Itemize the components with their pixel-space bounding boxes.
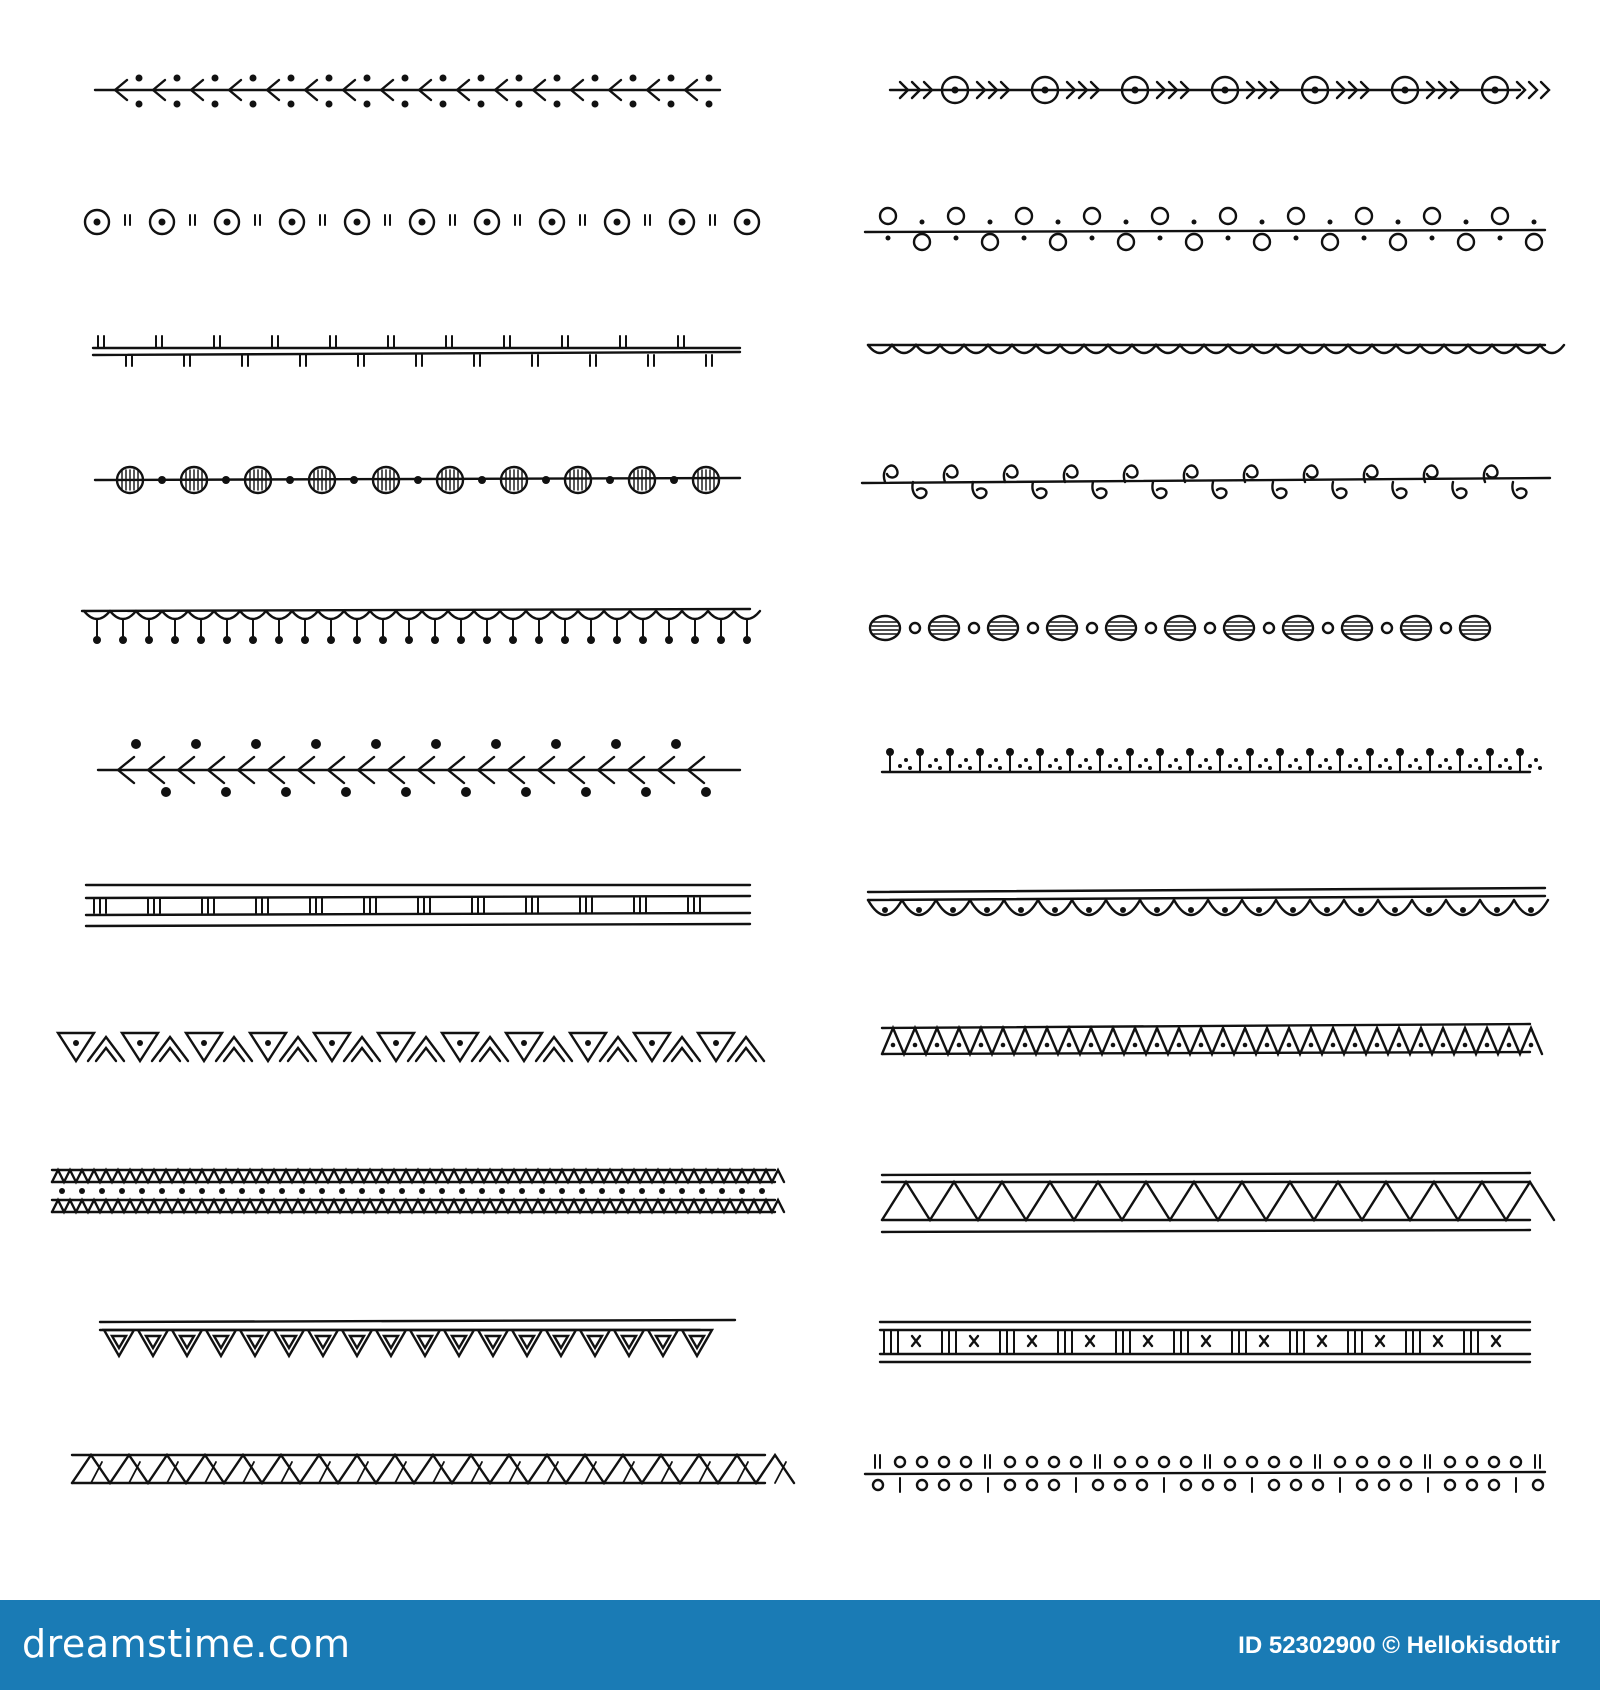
border-bar-cross-band [880, 1322, 1530, 1362]
border-ring-dots [865, 208, 1545, 250]
border-arrow-twig-dots [95, 75, 720, 108]
border-circle-bar-code [865, 1455, 1545, 1492]
border-scallop-dots [868, 888, 1548, 915]
border-rail-ticks [93, 336, 740, 366]
border-hanging-triangles [100, 1320, 735, 1356]
border-triangle-band [72, 1455, 794, 1483]
border-arrows-circles [890, 77, 1549, 103]
border-scallop-drops [82, 609, 760, 644]
brand-logo[interactable]: dreamstime.com [22, 1622, 351, 1666]
border-dot-stitches [882, 748, 1542, 772]
border-double-rail-bars [86, 885, 750, 926]
border-zigzag-dotted-band [52, 1170, 784, 1212]
border-circle-dot-ticks [85, 210, 759, 234]
border-big-triangle-band [882, 1173, 1554, 1232]
border-triangle-dots [58, 1033, 764, 1061]
border-twig-berries [98, 739, 740, 797]
border-striped-beads [95, 467, 740, 493]
border-striped-ovals [870, 616, 1490, 640]
border-small-triangle-band [882, 1024, 1542, 1054]
footer-bar [0, 1600, 1600, 1690]
image-credit: ID 52302900 © Hellokisdottir [1238, 1632, 1560, 1659]
border-loop-vine [862, 466, 1550, 499]
border-scallop-line [868, 345, 1564, 353]
